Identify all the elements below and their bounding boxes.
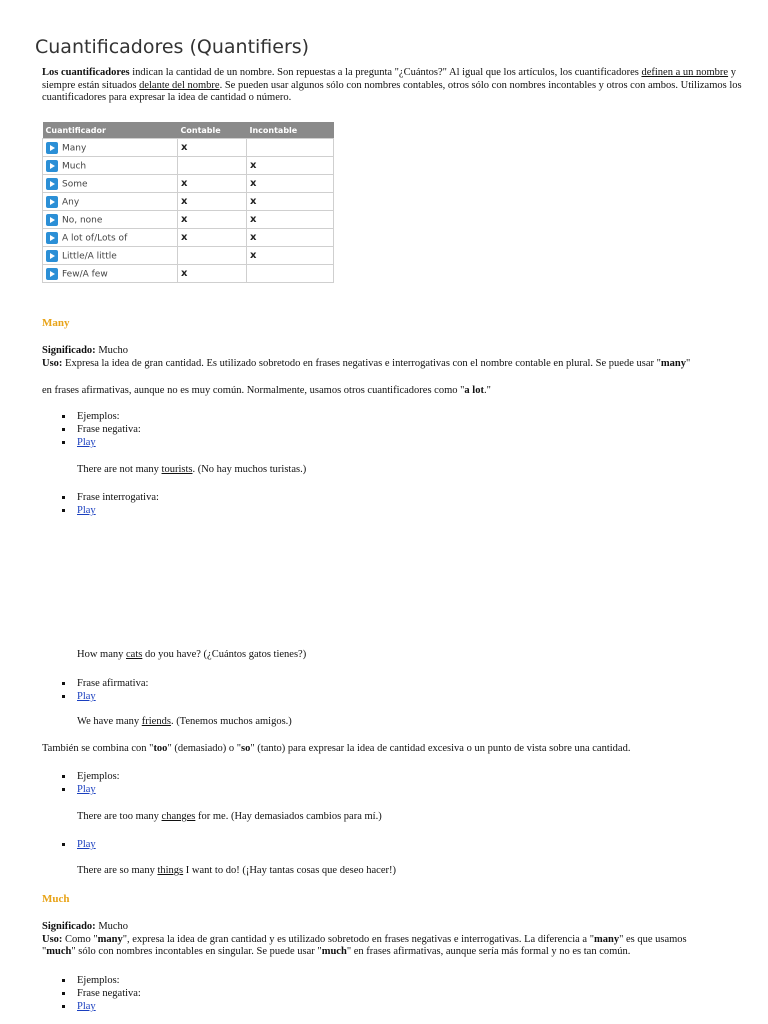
intro-bold-term: Los cuantificadores <box>42 67 130 78</box>
incontable-cell <box>247 139 334 157</box>
uso-text: Como " <box>62 933 98 945</box>
many-usage-block <box>42 345 768 370</box>
vocab-link[interactable]: cats <box>126 649 143 660</box>
table-header-row <box>43 122 334 139</box>
play-icon[interactable] <box>46 268 58 280</box>
uso-text: " <box>42 946 47 957</box>
play-link[interactable]: Play <box>77 1001 96 1012</box>
uso-bold: much <box>46 946 72 957</box>
example-text: There are so many <box>77 865 158 876</box>
incontable-cell: x <box>247 211 334 229</box>
quantifier-cell <box>43 247 178 265</box>
uso-text: en frases afirmativas, aunque no es muy común. Normalmente, usamos otros cuantificadores como " <box>42 385 465 396</box>
contable-cell: x <box>178 211 247 229</box>
table-header: Contable <box>178 122 247 139</box>
paragraph-text: También se combina con " <box>42 743 154 754</box>
play-link[interactable]: Play <box>77 437 96 448</box>
intro-link-definen[interactable]: definen a un nombre <box>641 67 729 78</box>
many-examples-list-5 <box>77 838 96 851</box>
incontable-cell: x <box>247 175 334 193</box>
many-examples-list-3 <box>77 677 148 703</box>
quantifier-cell <box>43 139 178 157</box>
quantifier-label: Much <box>62 161 87 171</box>
example-text: I want to do! (¡Hay tantas cosas que deseo hacer!) <box>183 865 396 876</box>
example-sentence <box>77 811 382 822</box>
example-text: for me. (Hay demasiados cambios para mí.) <box>195 811 382 822</box>
play-link[interactable]: Play <box>77 505 96 516</box>
incontable-cell: x <box>247 229 334 247</box>
list-item: Ejemplos: <box>77 974 141 987</box>
table-header: Cuantificador <box>43 122 178 139</box>
vocab-link[interactable]: friends <box>141 716 171 727</box>
list-item <box>77 783 120 796</box>
page-title: Cuantificadores (Quantifiers) <box>35 36 310 58</box>
table-header: Incontable <box>247 122 334 139</box>
play-link[interactable]: Play <box>77 691 96 702</box>
example-sentence <box>77 716 292 727</box>
uso-bold: much <box>321 946 347 957</box>
much-uso <box>42 934 768 947</box>
intro-text: . Se pueden usar algunos sólo con nombres contables, otros sólo con nombres incontables y otros con ambos. Utilizamos los cuantificadores para expresar la idea de cantidad o número. <box>42 79 742 103</box>
uso-text: ." <box>483 385 491 396</box>
quantifier-label: Little/A little <box>62 251 117 261</box>
play-icon[interactable] <box>46 196 58 208</box>
uso-label: Uso: <box>42 933 63 945</box>
uso-bold: many <box>660 357 687 369</box>
quantifier-cell <box>43 175 178 193</box>
section-heading-many: Many <box>42 317 70 329</box>
play-icon[interactable] <box>46 214 58 226</box>
quantifier-cell <box>43 211 178 229</box>
table-row <box>43 193 334 211</box>
play-link[interactable]: Play <box>77 784 96 795</box>
much-significado <box>42 921 768 934</box>
uso-bold: many <box>97 933 123 945</box>
vocab-link[interactable]: tourists <box>161 464 193 475</box>
contable-cell: x <box>178 139 247 157</box>
vocab-link[interactable]: things <box>157 865 184 876</box>
play-icon[interactable] <box>46 142 58 154</box>
example-text: do you have? (¿Cuántos gatos tienes?) <box>142 649 307 660</box>
significado-label: Significado: <box>42 921 96 932</box>
list-item <box>77 838 96 851</box>
table-row <box>43 265 334 283</box>
quantifier-cell <box>43 265 178 283</box>
contable-cell: x <box>178 193 247 211</box>
intro-paragraph <box>42 67 766 105</box>
quantifier-label: Many <box>62 143 87 153</box>
list-item: Frase interrogativa: <box>77 492 159 503</box>
intro-text: indican la cantidad de un nombre. Son repuestas a la pregunta "¿Cuántos?" Al igual que los artículos, los cuantificadores <box>129 67 642 78</box>
uso-bold: a lot <box>464 385 484 396</box>
much-uso-line2 <box>42 946 768 959</box>
vocab-link[interactable]: changes <box>161 811 196 822</box>
quantifier-label: No, none <box>62 215 103 225</box>
example-text: There are too many <box>77 811 162 822</box>
table-row <box>43 139 334 157</box>
quantifiers-table <box>42 122 334 283</box>
table-row <box>43 211 334 229</box>
uso-text: " es que usamos <box>619 933 687 945</box>
many-examples-list-4 <box>77 770 120 796</box>
contable-cell: x <box>178 175 247 193</box>
intro-text: y siempre están situados <box>42 67 736 91</box>
paragraph-bold: so <box>241 743 251 754</box>
too-so-paragraph <box>42 743 630 754</box>
many-uso-line2 <box>42 385 491 396</box>
section-heading-much: Much <box>42 893 70 905</box>
example-text: . (Tenemos muchos amigos.) <box>170 716 292 727</box>
quantifier-cell <box>43 157 178 175</box>
play-icon[interactable] <box>46 232 58 244</box>
list-item: Frase afirmativa: <box>77 678 149 689</box>
example-text: How many <box>77 649 126 660</box>
uso-text: " en frases afirmativas, aunque sería más formal y no es tan común. <box>346 946 631 957</box>
uso-text: " sólo con nombres incontables en singular. Se puede usar " <box>71 946 322 957</box>
play-icon[interactable] <box>46 160 58 172</box>
list-item <box>77 690 148 703</box>
example-text: There are not many <box>77 464 162 475</box>
uso-text: " <box>686 357 691 369</box>
list-item <box>77 504 159 517</box>
quantifier-label: Some <box>62 179 88 189</box>
quantifier-label: Any <box>62 197 80 207</box>
quantifier-cell <box>43 193 178 211</box>
much-examples-list-1 <box>77 974 141 1013</box>
paragraph-text: " (tanto) para expresar la idea de cantidad excesiva o un punto de vista sobre una cantidad. <box>250 743 631 754</box>
example-sentence <box>77 649 306 660</box>
example-sentence <box>77 464 306 475</box>
list-item: Ejemplos: <box>77 771 120 782</box>
example-text: We have many <box>77 716 142 727</box>
contable-cell <box>178 247 247 265</box>
uso-text: ", expresa la idea de gran cantidad y es utilizado sobretodo en frases negativas e interrogativas. La diferencia a " <box>122 933 594 945</box>
list-item <box>77 1000 141 1013</box>
table-row <box>43 247 334 265</box>
play-icon[interactable] <box>46 250 58 262</box>
list-item: Ejemplos: <box>77 410 141 423</box>
contable-cell: x <box>178 229 247 247</box>
significado-value: Mucho <box>95 345 129 356</box>
significado-label: Significado: <box>42 345 96 356</box>
many-significado <box>42 345 768 358</box>
quantifier-label: Few/A few <box>62 269 108 279</box>
example-sentence <box>77 865 396 876</box>
table-row <box>43 157 334 175</box>
list-item <box>77 436 141 449</box>
uso-bold: many <box>593 933 620 945</box>
incontable-cell: x <box>247 247 334 265</box>
play-icon[interactable] <box>46 178 58 190</box>
paragraph-text: " (demasiado) o " <box>167 743 242 754</box>
incontable-cell: x <box>247 157 334 175</box>
significado-value: Mucho <box>95 921 129 932</box>
quantifier-label: A lot of/Lots of <box>62 233 128 243</box>
many-examples-list-2 <box>77 491 159 517</box>
table-row <box>43 175 334 193</box>
uso-label: Uso: <box>42 357 63 369</box>
paragraph-bold: too <box>153 743 168 754</box>
much-usage-block <box>42 921 768 959</box>
contable-cell: x <box>178 265 247 283</box>
contable-cell <box>178 157 247 175</box>
many-examples-list-1 <box>77 410 141 449</box>
table-row <box>43 229 334 247</box>
quantifier-cell <box>43 229 178 247</box>
many-uso <box>42 358 768 371</box>
incontable-cell: x <box>247 193 334 211</box>
list-item: Frase negativa: <box>77 424 141 435</box>
intro-link-delante[interactable]: delante del nombre <box>139 79 220 91</box>
list-item: Frase negativa: <box>77 988 141 999</box>
play-link[interactable]: Play <box>77 839 96 850</box>
uso-text: Expresa la idea de gran cantidad. Es utilizado sobretodo en frases negativas e interrogativas con el nombre contable en plural. Se puede usar " <box>62 357 661 369</box>
example-text: . (No hay muchos turistas.) <box>192 464 307 475</box>
incontable-cell <box>247 265 334 283</box>
